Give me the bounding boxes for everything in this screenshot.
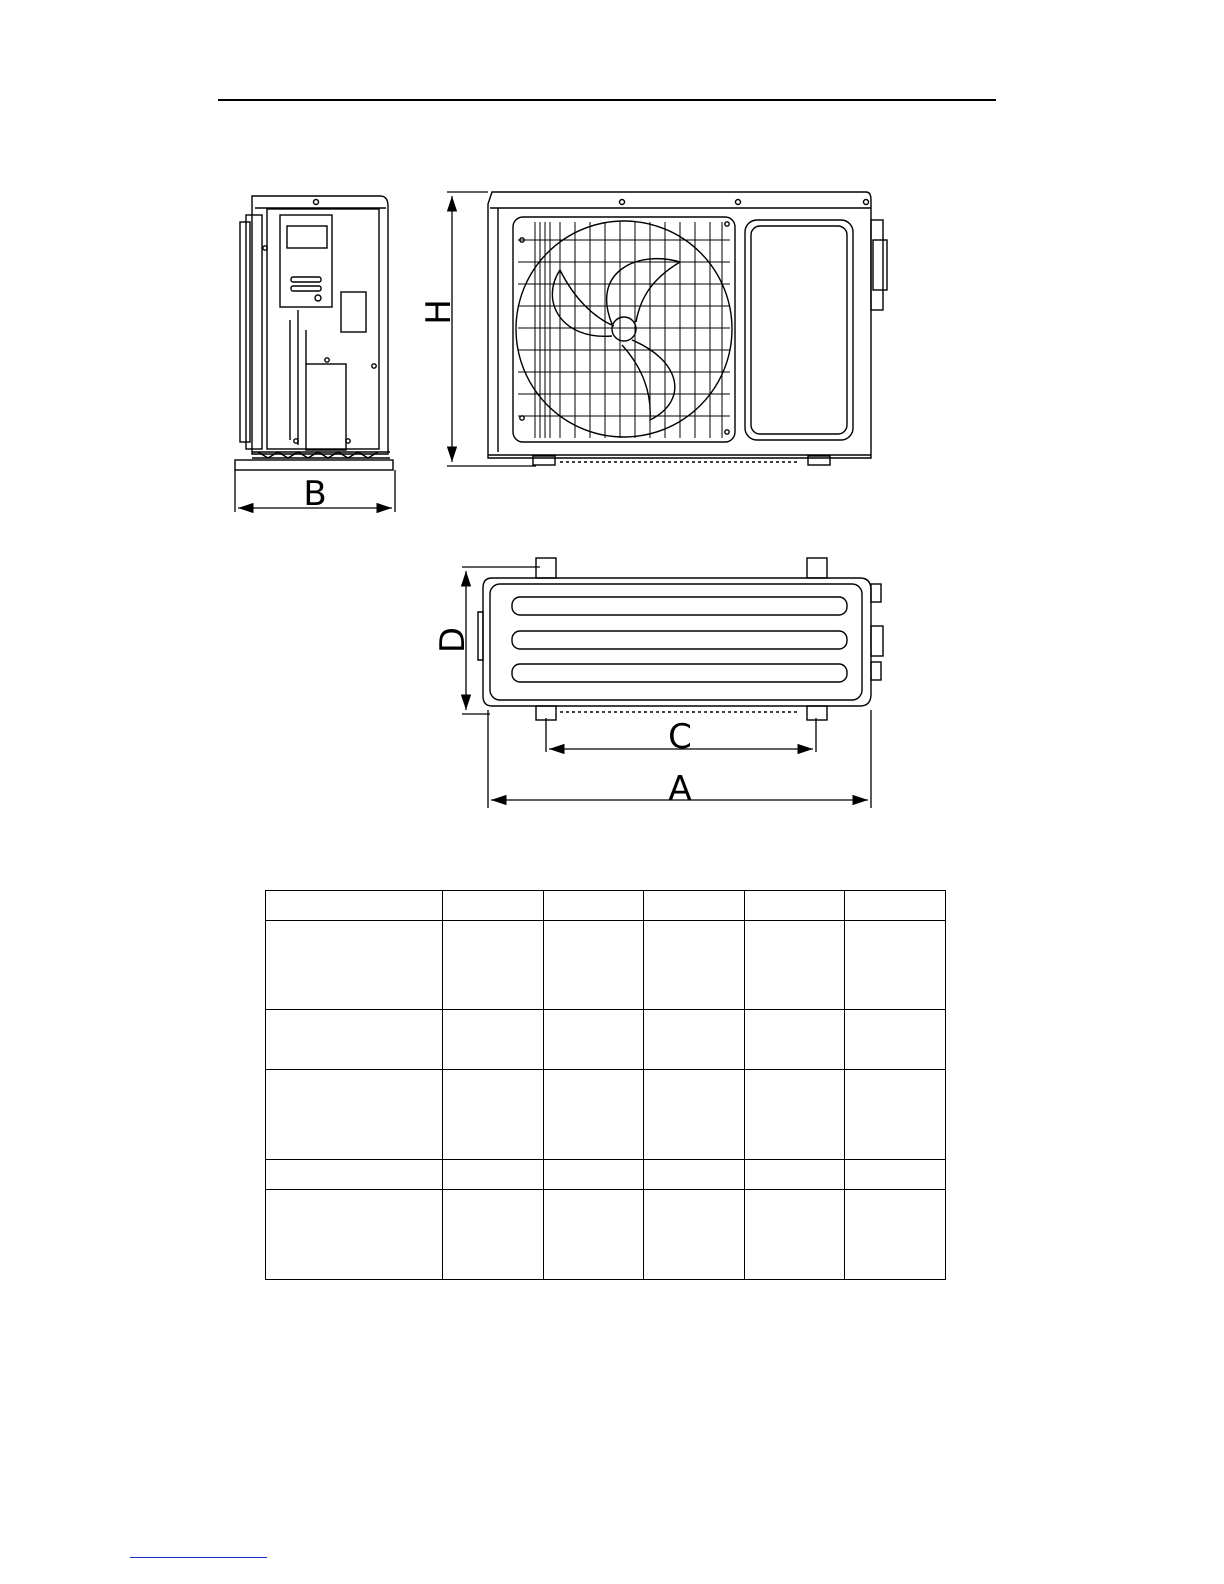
table-row [266,1070,946,1160]
table-cell [644,891,745,921]
table-cell [266,921,443,1010]
table-row [266,1010,946,1070]
table-cell [266,1070,443,1160]
table-cell [845,1190,946,1280]
table-row [266,1190,946,1280]
table-cell [443,1070,544,1160]
dimension-label-h: H [419,299,459,325]
table-cell [544,1070,644,1160]
table-cell [745,1070,845,1160]
table-row [266,921,946,1010]
table-cell [266,1190,443,1280]
table-cell [544,1010,644,1070]
dimension-label-c: C [668,717,692,757]
dimension-label-b: B [303,474,327,514]
table-cell [745,1160,845,1190]
table-cell [266,1010,443,1070]
table-cell [745,1190,845,1280]
dimension-label-d: D [433,626,473,654]
table-cell [644,1070,745,1160]
table-cell [745,921,845,1010]
table-cell [443,921,544,1010]
side-view [235,196,393,470]
table-row [266,891,946,921]
table-cell [644,1010,745,1070]
table-cell [845,1160,946,1190]
table-cell [745,1010,845,1070]
table-cell [443,1160,544,1190]
footer-link-underline[interactable] [130,1557,267,1558]
table-cell [544,921,644,1010]
table-cell [845,1010,946,1070]
table-cell [266,891,443,921]
table-cell [644,921,745,1010]
table-cell [443,1190,544,1280]
table-cell [544,1160,644,1190]
table-cell [644,1190,745,1280]
table-cell [745,891,845,921]
table-cell [644,1160,745,1190]
table-cell [845,891,946,921]
table-cell [266,1160,443,1190]
front-view [488,192,887,465]
table-cell [845,1070,946,1160]
top-view [478,558,883,720]
spec-table [265,890,946,1280]
table-cell [443,1010,544,1070]
table-row [266,1160,946,1190]
table-cell [443,891,544,921]
table-cell [845,921,946,1010]
dimension-label-a: A [668,769,692,809]
table-cell [544,891,644,921]
table-cell [544,1190,644,1280]
